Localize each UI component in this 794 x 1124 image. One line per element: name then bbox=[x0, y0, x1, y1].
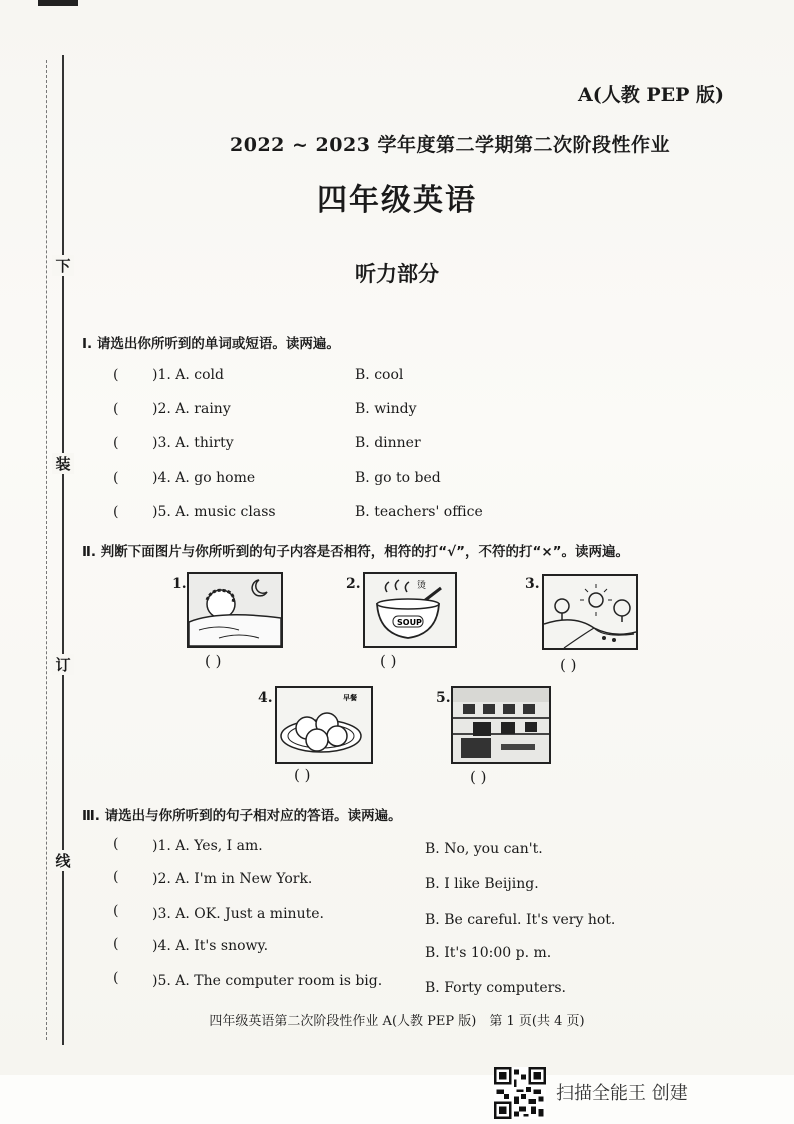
answer-paren[interactable]: ( bbox=[113, 836, 119, 852]
option-b: B. go to bed bbox=[355, 470, 441, 486]
part-title: 听力部分 bbox=[355, 261, 439, 286]
answer-paren[interactable]: ( bbox=[113, 936, 119, 952]
scan-mark bbox=[38, 0, 78, 6]
answer-paren[interactable]: ( bbox=[113, 869, 119, 885]
picture-number: 3. bbox=[525, 576, 540, 592]
option-a: )1. A. cold bbox=[152, 367, 224, 383]
answer-paren[interactable]: ( bbox=[113, 435, 119, 451]
option-a: )2. A. rainy bbox=[152, 401, 231, 417]
soup-bowl-icon bbox=[363, 572, 457, 648]
option-b: B. windy bbox=[355, 401, 417, 417]
option-a: )5. A. music class bbox=[152, 504, 276, 520]
picture-number: 4. bbox=[258, 690, 273, 706]
picture-number: 2. bbox=[346, 576, 361, 592]
answer-paren[interactable]: ( bbox=[113, 903, 119, 919]
binding-char-2: 装 bbox=[52, 453, 74, 474]
answer-paren[interactable]: ( bbox=[113, 970, 119, 986]
section-1-heading: Ⅰ. 请选出你所听到的单词或短语。读两遍。 bbox=[82, 336, 340, 352]
option-a: )4. A. It's snowy. bbox=[152, 938, 269, 954]
option-b: B. No, you can't. bbox=[425, 841, 543, 857]
option-b: B. It's 10:00 p. m. bbox=[425, 945, 552, 961]
answer-blank[interactable]: ( ) bbox=[560, 656, 577, 674]
qr-code-icon bbox=[494, 1067, 546, 1119]
sleeping-girl-icon bbox=[187, 572, 283, 648]
picture-number: 1. bbox=[172, 576, 187, 592]
answer-blank[interactable]: ( ) bbox=[205, 652, 222, 670]
binding-char-1: 下 bbox=[52, 255, 74, 276]
svg-text:烫: 烫 bbox=[417, 581, 427, 591]
option-a: )2. A. I'm in New York. bbox=[152, 871, 313, 887]
option-b: B. dinner bbox=[355, 435, 421, 451]
option-a: )3. A. OK. Just a minute. bbox=[152, 906, 324, 922]
answer-blank[interactable]: ( ) bbox=[470, 768, 487, 786]
answer-blank[interactable]: ( ) bbox=[294, 766, 311, 784]
svg-text:早餐: 早餐 bbox=[343, 694, 357, 702]
answer-paren[interactable]: ( bbox=[113, 401, 119, 417]
option-b: B. teachers' office bbox=[355, 504, 483, 520]
option-b: B. Forty computers. bbox=[425, 980, 567, 996]
page-title: 四年级英语 bbox=[317, 183, 477, 218]
exam-subtitle: 2022 ~ 2023 学年度第二学期第二次阶段性作业 bbox=[230, 134, 671, 156]
svg-text:SOUP: SOUP bbox=[397, 618, 422, 627]
answer-paren[interactable]: ( bbox=[113, 504, 119, 520]
option-a: )1. A. Yes, I am. bbox=[152, 838, 263, 854]
binding-char-4: 线 bbox=[52, 850, 74, 871]
option-b: B. cool bbox=[355, 367, 404, 383]
landscape-icon bbox=[542, 574, 638, 650]
option-a: )5. A. The computer room is big. bbox=[152, 973, 383, 989]
scanner-label: 扫描全能王 创建 bbox=[556, 1083, 688, 1104]
page-footer: 四年级英语第二次阶段性作业 A(人教 PEP 版) 第 1 页(共 4 页) bbox=[209, 1014, 585, 1029]
option-b: B. Be careful. It's very hot. bbox=[425, 912, 616, 928]
answer-paren[interactable]: ( bbox=[113, 470, 119, 486]
option-a: )3. A. thirty bbox=[152, 435, 234, 451]
computer-room-icon bbox=[451, 686, 551, 764]
steamed-buns-icon bbox=[275, 686, 373, 764]
section-2-heading: Ⅱ. 判断下面图片与你所听到的句子内容是否相符，相符的打“√”，不符的打“×”。读两遍。 bbox=[82, 544, 630, 560]
binding-char-3: 订 bbox=[52, 654, 74, 675]
option-b: B. I like Beijing. bbox=[425, 876, 539, 892]
option-a: )4. A. go home bbox=[152, 470, 256, 486]
edition-label: A(人教 PEP 版) bbox=[577, 84, 724, 106]
picture-number: 5. bbox=[436, 690, 451, 706]
answer-paren[interactable]: ( bbox=[113, 367, 119, 383]
answer-blank[interactable]: ( ) bbox=[380, 652, 397, 670]
section-3-heading: Ⅲ. 请选出与你所听到的句子相对应的答语。读两遍。 bbox=[82, 808, 402, 824]
